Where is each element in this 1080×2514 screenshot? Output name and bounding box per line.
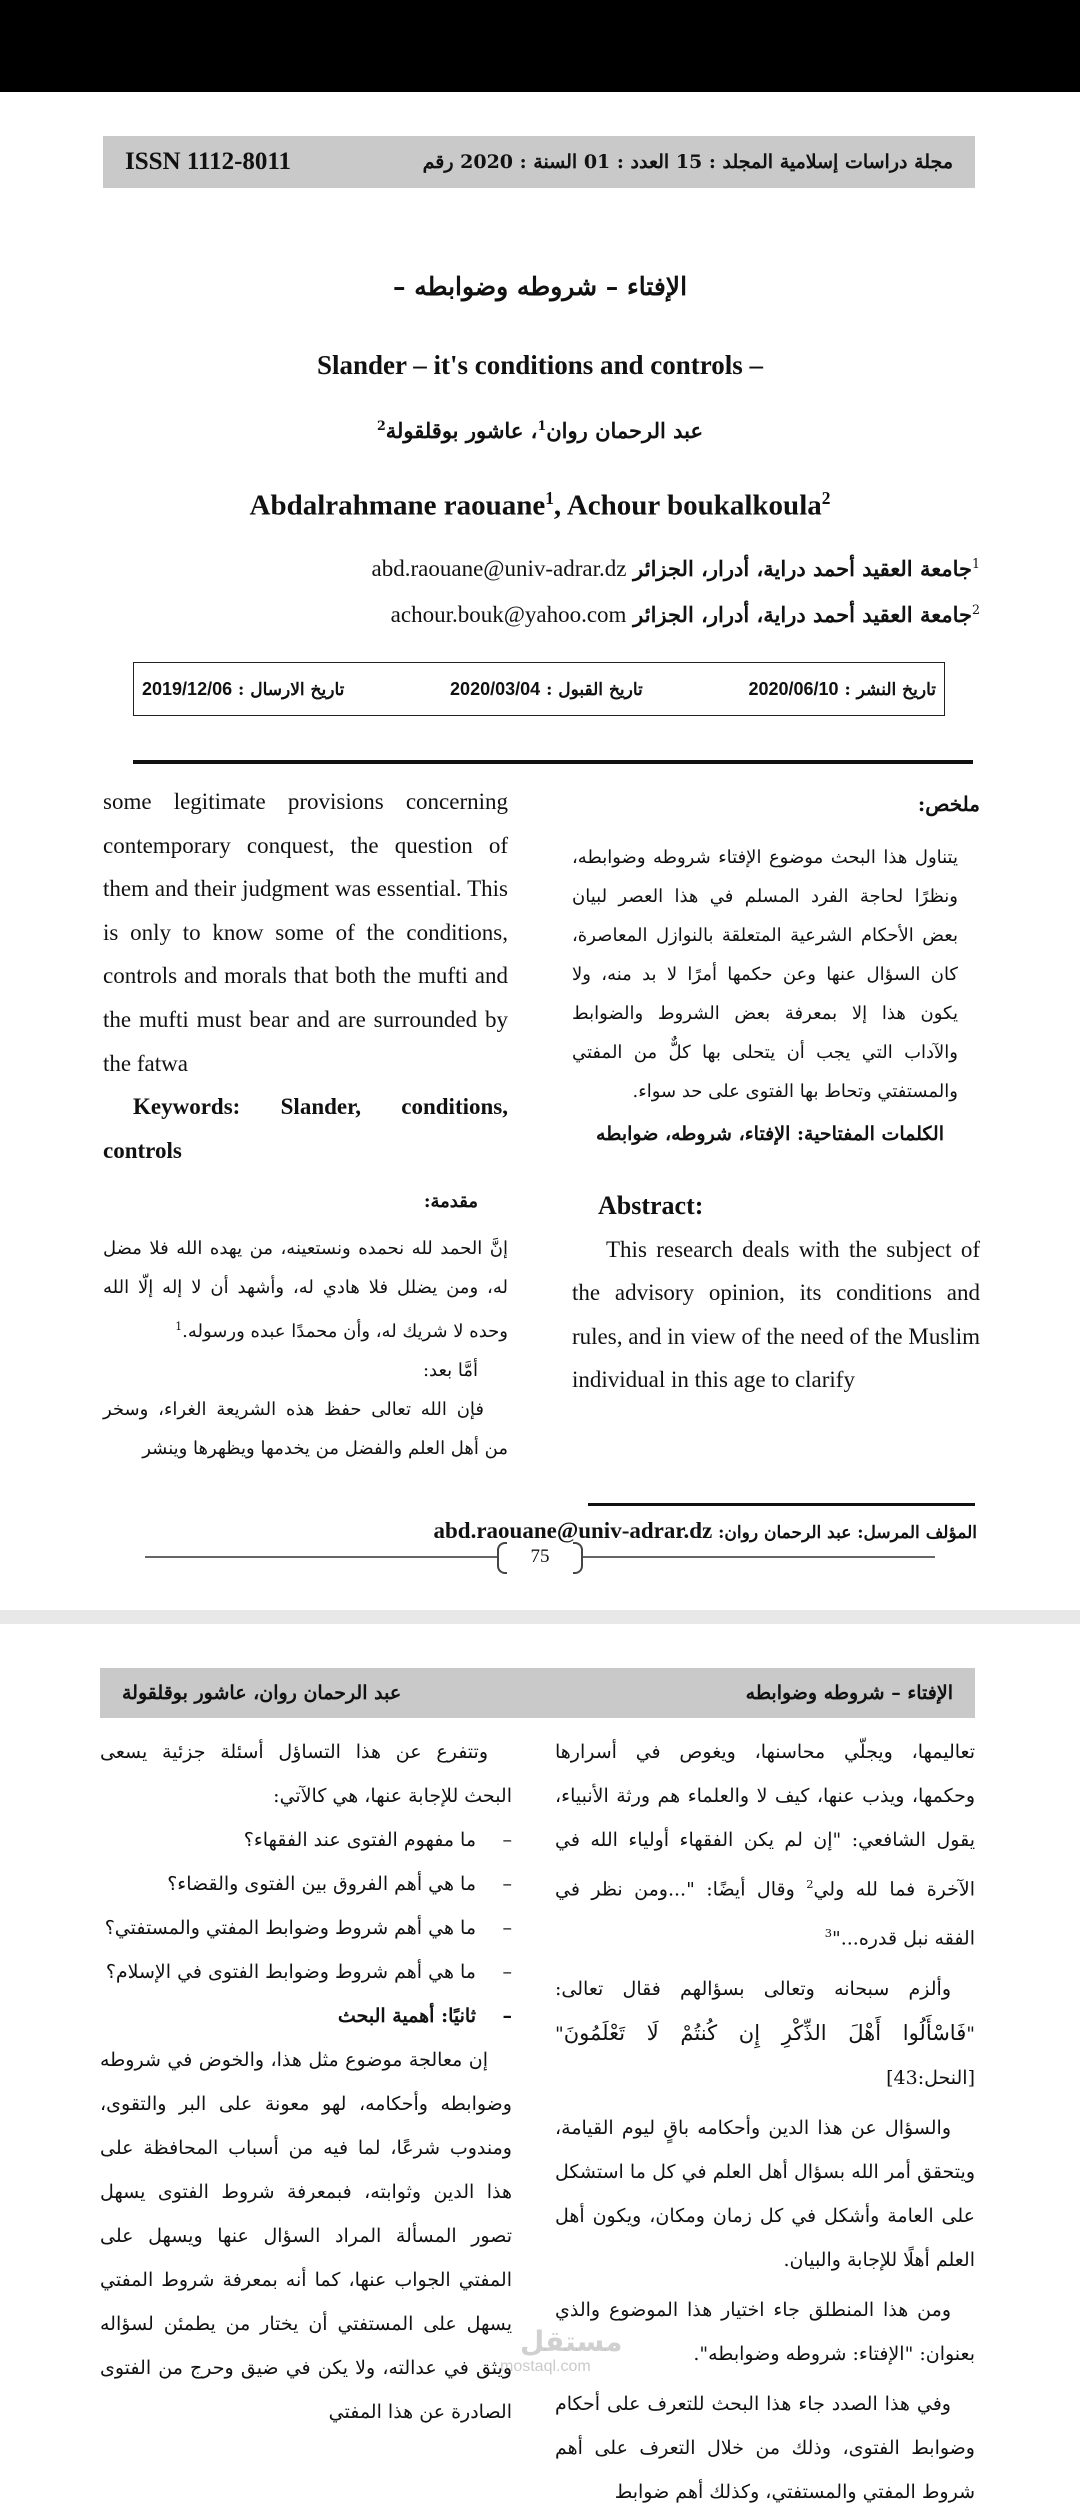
p2r-para3: والسؤال عن هذا الدين وأحكامه باقٍ ليوم القيامة، ويتحقق أمر الله بسؤال أهل العلم في كل ما استشكل على العامة وأشكل في كل زمان ومكان، ويكون أهل العلم أهلًا للإجابة والبيان.: [555, 2116, 975, 2271]
question-2: – ما هي أهم الفروق بين الفتوى والقضاء؟: [100, 1862, 512, 1906]
author-1-en: Abdalrahmane raouane: [249, 489, 546, 522]
authors-arabic: عبد الرحمان روان$^1$، عاشور بوقلقولة$^2$: [376, 418, 704, 443]
page-line-right: [583, 1556, 935, 1558]
date-published: تاريخ النشر : 2020/06/10: [748, 678, 936, 700]
watermark-logo: مستقل: [520, 2325, 623, 2358]
author-2-ar: ، عاشور بوقلقولة: [385, 418, 538, 443]
intro-p2: أمَّا بعد:: [422, 1360, 478, 1382]
question-1: – ما مفهوم الفتوى عند الفقهاء؟: [100, 1818, 512, 1862]
affiliation-1: $^1$جامعة العقيد أحمد دراية، أدرار، الجزائر abd.raouane@univ-adrar.dz: [371, 556, 980, 581]
p2r-para1: تعاليمها، ويجلّي محاسنها، ويغوص في أسرارها وحكمها، ويذب عنها، كيف لا والعلماء هم ورثة الأنبياء، يقول الشافعي: "إن لم يكن الفقهاء أولياء الله في الآخرة فما لله ولي$^2$ وقال أيضًا: "...ومن نظر في الفقه نبل قدره..."$^3$: [555, 1741, 975, 1950]
watermark-url: mostaql.com: [500, 2358, 591, 2375]
quran-verse: فَاسْأَلُوا أَهْلَ الذِّكْرِ إِن كُنتُمْ لَا تَعْلَمُونَ: [563, 2020, 967, 2045]
abstract-ar-body: يتناول هذا البحث موضوع الإفتاء شروطه وضوابطه، ونظرًا لحاجة الفرد المسلم في هذا العصر لبيان بعض الأحكام الشرعية المتعلقة بالنوازل المعاصرة، كان السؤال عنها وعن حكمها أمرًا لا بد منه، ولا يكون هذا إلا بمعرفة بعض الشروط والضوابط والآداب التي يجب أن يتحلى بها كلٌّ من المفتي والمستفتي وتحاط بها الفتوى على حد سواء.: [572, 847, 958, 1102]
divider: [133, 760, 973, 764]
journal-info: مجلة دراسات إسلامية المجلد : 15 العدد : 01 السنة : 2020 رقم: [422, 151, 953, 173]
corresponding-author: المؤلف المرسل: عبد الرحمان روان: abd.raouane@univ-adrar.dz: [433, 1518, 977, 1543]
p2r-para2: وألزم سبحانه وتعالى بسؤالهم فقال تعالى: "فَاسْأَلُوا أَهْلَ الذِّكْرِ إِن كُنتُمْ لَا تَعْلَمُونَ" [النحل:43]: [555, 1977, 975, 2089]
running-authors: عبد الرحمان روان، عاشور بوقلقولة: [122, 1682, 402, 1704]
page-line-left: [145, 1556, 497, 1558]
running-header: [100, 1668, 975, 1718]
author-2-en: , Achour boukalkoula: [553, 489, 822, 522]
abstract-en-body-cont: some legitimate provisions concerning contemporary conquest, the question of them and their judgment was essential. This is only to know some of the conditions, controls and morals that both the mufti and the mufti must bear and are surrounded by the fatwa: [103, 789, 508, 1076]
right-column: [572, 785, 980, 1402]
journal-header: [103, 136, 975, 188]
email-link-1[interactable]: abd.raouane@univ-adrar.dz: [371, 556, 627, 581]
page-separator: [0, 1610, 1080, 1624]
section-heading: – ثانيًا: أهمية البحث: [100, 1994, 512, 2038]
intro-p3: فإن الله تعالى حفظ هذه الشريعة الغراء، وسخر من أهل العلم والفضل من يخدمها ويظهرها وينشر: [103, 1399, 508, 1460]
dates-box: [133, 662, 945, 716]
abstract-en-body-start: This research deals with the subject of the advisory opinion, its conditions and rules, and in view of the need of the Muslim individual in this age to clarify: [572, 1236, 980, 1393]
date-sent: تاريخ الارسال : 2019/12/06: [142, 678, 345, 700]
keywords-en: Keywords: Slander, conditions, controls: [103, 1094, 508, 1163]
abstract-en-heading: Abstract:: [598, 1191, 704, 1220]
page2-left-column: [100, 1730, 512, 2434]
authors-english: Abdalrahmane raouane$^1$, Achour boukalkoula$^2$: [249, 488, 831, 522]
author-1-ar: عبد الرحمان روان: [546, 418, 704, 443]
running-title: الإفتاء – شروطه وضوابطه: [745, 1682, 953, 1704]
question-3: – ما هي أهم شروط وضوابط المفتي والمستفتي؟: [100, 1906, 512, 1950]
title-arabic: الإفتاء – شروطه وضوابطه –: [392, 272, 688, 301]
p2r-para5: وفي هذا الصدد جاء هذا البحث للتعرف على أحكام وضوابط الفتوى، وذلك من خلال التعرف على أهم شروط المفتي والمستفتي، وكذلك أهم ضوابط: [555, 2392, 975, 2503]
corresponding-email[interactable]: abd.raouane@univ-adrar.dz: [433, 1518, 713, 1543]
keywords-ar: الكلمات المفتاحية: الإفتاء، شروطه، ضوابطه: [596, 1123, 944, 1145]
intro-heading: مقدمة:: [423, 1191, 478, 1213]
date-accepted: تاريخ القبول : 2020/03/04: [450, 678, 643, 700]
p2l-para2: إن معالجة موضوع مثل هذا، والخوض في شروطه وضوابطه وأحكامه، لهو معونة على البر والتقوى، ومندوب شرعًا، لما فيه من أسباب المحافظة على هذا الدين وثوابته، فبمعرفة شروط الفتوى يسهل تصور المسألة المراد السؤال عنها ويسهل على المفتي الجواب عنها، كما أنه بمعرفة شروط المفتي يسهل على المستفتي أن يختار من يطمئن لسؤاله ويثق في عدالته، ولا يكن في ضيق وحرج من الفتوى الصادرة عن هذا المفتي: [100, 2049, 512, 2423]
status-bar-area: [0, 0, 1080, 92]
page-number: 75: [497, 1542, 583, 1572]
affiliation-2: $^2$جامعة العقيد أحمد دراية، أدرار، الجزائر achour.bouk@yahoo.com: [390, 602, 980, 627]
email-link-2[interactable]: achour.bouk@yahoo.com: [390, 602, 627, 627]
issn: ISSN 1112-8011: [125, 148, 292, 175]
left-column: [103, 780, 508, 1468]
question-4: – ما هي أهم شروط وضوابط الفتوى في الإسلام؟: [100, 1950, 512, 1994]
footnote-rule: [588, 1503, 975, 1506]
intro-p1: إنَّ الحمد لله نحمده ونستعينه، من يهده الله فلا مضل له، ومن يضلل فلا هادي له، وأشهد أن لا إله إلّا الله وحده لا شريك له، وأن محمدًا عبده ورسوله.$^1$: [103, 1238, 508, 1343]
p2l-para1: وتتفرع عن هذا التساؤل أسئلة جزئية يسعى البحث للإجابة عنها، هي كالآتي:: [100, 1741, 512, 1807]
abstract-ar-heading: ملخص:: [917, 792, 980, 816]
p2r-para4: ومن هذا المنطلق جاء اختيار هذا الموضوع والذي بعنوان: "الإفتاء: شروطه وضوابطه".: [555, 2298, 975, 2365]
page2-right-column: [555, 1730, 975, 2514]
title-english: Slander – it's conditions and controls –: [316, 350, 764, 380]
